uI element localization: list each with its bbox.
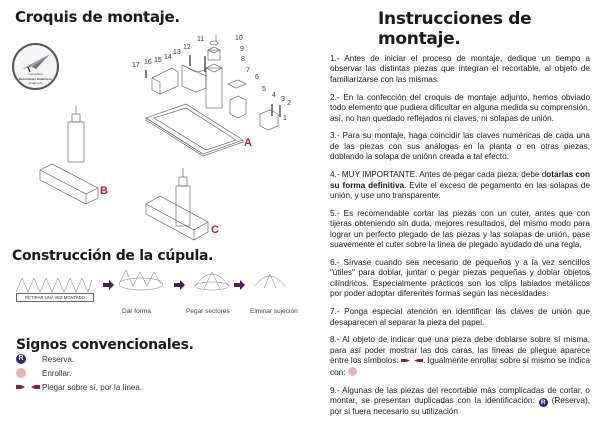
stage-label-b: B — [100, 185, 108, 197]
part-label-7: 7 — [246, 67, 250, 74]
logo-tagline: Recortables Didácticos — [18, 77, 53, 81]
legend-item-roll — [16, 366, 142, 380]
arrow-right-icon — [103, 280, 114, 290]
legend-item-reserve — [16, 352, 142, 366]
part-label-5: 5 — [262, 86, 266, 93]
dome-template — [16, 278, 92, 292]
step-label-2: Pegar sectores — [186, 308, 230, 315]
arrow-right-icon — [174, 280, 185, 290]
dome-finished — [255, 276, 285, 286]
reserve-icon: R — [16, 354, 26, 364]
part-label-11: 11 — [197, 36, 205, 43]
legend-item-fold — [16, 380, 142, 394]
logo-name: Cerecilium — [28, 72, 43, 76]
fold-arrows-icon — [16, 383, 40, 391]
instruction-7: 7.- Ponga especial atención en identificar las claves de unión que desaparecen al separar la pieza del papel. — [330, 307, 590, 327]
part-label-13: 13 — [173, 49, 181, 56]
cupula-steps — [0, 0, 320, 320]
step-label-1: Dar forma — [122, 308, 151, 315]
instructions-list — [330, 54, 590, 425]
dome-glued — [195, 274, 229, 286]
instruction-9: 9.- Algunas de las piezas del recortable más complicadas de cortar, o montar, se presentan duplicadas con la identificación: R (Reserva), por si fuera necesario su utilización — [330, 385, 590, 416]
logo-email: gmail.com — [28, 81, 43, 85]
roll-icon — [16, 368, 26, 378]
reserve-icon: R — [539, 398, 548, 407]
retirar-label: RETIRAR UNA VEZ MONTADO — [16, 293, 94, 302]
instruction-3: 3.- Para su montaje, haga coincidir las claves numéricas de cada una de las piezas con sus análogas en la planta o en otras piezas, doblando la solapa de uniónn creada a tal efecto. — [330, 131, 590, 162]
instruction-8: 8.- Al objeto de indicar que una pieza debe doblarse sobre sí misma, para así poder mostrar las dos caras, las líneas de pliegue aparece entre los símbolos: . Igualmente enrollar sobre sí mismo se indica con: — [330, 335, 591, 377]
part-label-8: 8 — [241, 56, 245, 63]
stage-label-c: C — [211, 224, 219, 236]
part-label-12: 12 — [183, 44, 191, 51]
arrow-right-icon — [234, 280, 245, 290]
part-label-2: 2 — [287, 100, 291, 107]
part-label-3: 3 — [281, 96, 285, 103]
legend — [16, 352, 142, 394]
part-label-17: 17 — [132, 62, 140, 69]
cupula-heading: Construcción de la cúpula. — [12, 248, 214, 264]
part-label-4: 4 — [272, 92, 276, 99]
dome-shape-forming — [119, 278, 163, 290]
legend-label: Plegar sobre sí, por la línea. — [42, 382, 143, 392]
part-label-10: 10 — [235, 35, 243, 42]
instruction-5: 5.- Es recomendable cortar las piezas con un cuter, antes que con tijeras obteniendo sin duda, mejores resultados, del mismo modo para lograr un perfecto plegado de las piezas y las solapas de unión, pase suavemente el cuter sobre la línea de plegado ayudado de una regla, — [330, 208, 590, 250]
instructions-heading: Instrucciones de montaje. — [378, 9, 532, 49]
stage-label-a: A — [244, 137, 252, 149]
part-label-16: 16 — [144, 59, 152, 66]
legend-label: Reserva. — [42, 354, 75, 364]
emphasis: otarlas con su forma definitiva — [330, 170, 590, 190]
signos-heading: Signos convencionales. — [16, 337, 194, 353]
instruction-4: 4.- MUY IMPORTANTE. Antes de pegar cada pieza, debe dotarlas con su forma definitiva. Evite el exceso de pegamento en las solapas de unión, y use uno transparente. — [330, 170, 590, 200]
part-label-15: 15 — [154, 57, 162, 64]
legend-label: Enrollar. — [42, 368, 72, 378]
instruction-2: 2.- En la confección del croquis de montaje adjunto, hemos obviado todo elemento que pudiera dificultar en alguna medida su comprensión, así, no han quedado reflejados ni claves, ni solapas de unión. — [330, 92, 590, 123]
part-label-6: 6 — [255, 74, 259, 81]
instruction-1: 1.- Antes de iniciar el proceso de montaje, dedique un tiempo a observar las distintas piezas que integran el recortable, al objeto de familiarizarse con las mismas. — [330, 54, 590, 84]
croquis-heading: Croquis de montaje. — [15, 8, 180, 26]
roll-icon — [348, 367, 357, 376]
part-label-9: 9 — [240, 46, 244, 53]
part-label-1: 1 — [283, 115, 287, 122]
instruction-6: 6.- Sírvase cuando sea necesario de pequeños y a la vez sencillos "útiles" para doblar, juntar o pegar piezas pequeñas y doblar objetos cilíndricos. Especialmente prácticos son los clips labiados metálicos por poder adoptar diferentes formas según las necesidades. — [330, 258, 590, 299]
part-label-14: 14 — [164, 54, 172, 61]
fold-arrows-icon — [401, 357, 423, 364]
step-label-3: Elminar sujeción — [250, 308, 298, 315]
